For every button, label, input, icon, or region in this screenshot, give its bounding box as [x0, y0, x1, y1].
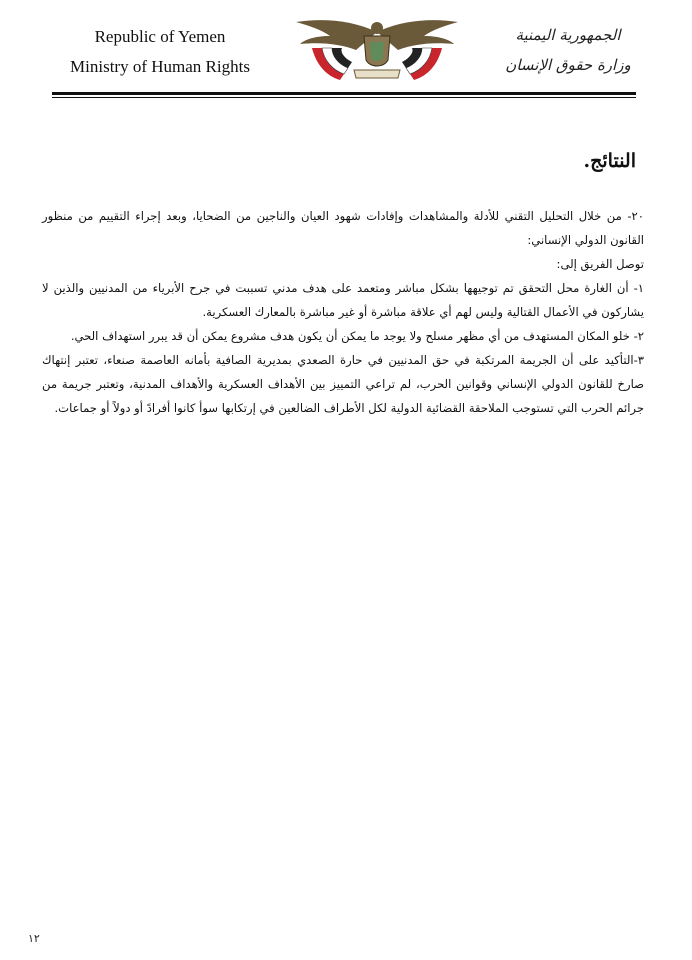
paragraph-team-conclusion: توصل الفريق إلى: [556, 257, 644, 271]
page-number: ١٢ [28, 932, 40, 945]
letterhead-english [40, 22, 280, 82]
paragraph-finding-3: ٣-التأكيد على أن الجريمة المرتكبة في حق المدنيين في حارة الصعدي بمديرية الصافية بأمانه العاصمة صنعاء، تعتبر إنتهاك صارخ للقانون الدولي الإنساني وقوانين الحرب، لم تراعي التمييز بين الأهداف العسكرية والأهداف المدنية، وتعتبر جريمة من جرائم الحرب التي تستوجب الملاحقة القضائية الدولية لكل الأطراف الضالعين في إرتكابها سوأ كانوا أفرادً أو دولاً أو جماعات. [42, 353, 644, 415]
country-name-english: Republic of Yemen [94, 27, 226, 46]
ministry-name-arabic: وزارة حقوق الإنسان [505, 56, 631, 74]
header-divider [52, 92, 636, 95]
ministry-name-english: Ministry of Human Rights [70, 57, 250, 76]
body-text [42, 204, 644, 420]
paragraph-analysis: ٢٠- من خلال التحليل التقني للأدلة والمشاهدات وإفادات شهود العيان والناجين من الضحايا، وبعد إجراء التقييم من منظور القانون الدولي الإنساني: [42, 209, 644, 247]
letterhead-arabic [478, 20, 658, 80]
country-name-arabic: الجمهورية اليمنية [515, 26, 621, 44]
header-divider-thin [52, 97, 636, 98]
section-title: النتائج. [583, 150, 636, 172]
paragraph-finding-2: ٢- خلو المكان المستهدف من أي مظهر مسلح ولا يوجد ما يمكن أن يكون هدف مشروع يمكن أن قد يبرر استهداف الحي. [70, 329, 644, 343]
yemen-eagle-emblem-icon [292, 14, 462, 84]
paragraph-finding-1: ١- أن الغارة محل التحقق تم توجيهها بشكل مباشر ومتعمد على هدف مدني تسببت في جرح الأبرياء من المدنيين والذين لا يشاركون في الأعمال القتالية وليس لهم أي علاقة مباشرة أو غير مباشرة بالمعارك العسكرية. [42, 281, 644, 319]
